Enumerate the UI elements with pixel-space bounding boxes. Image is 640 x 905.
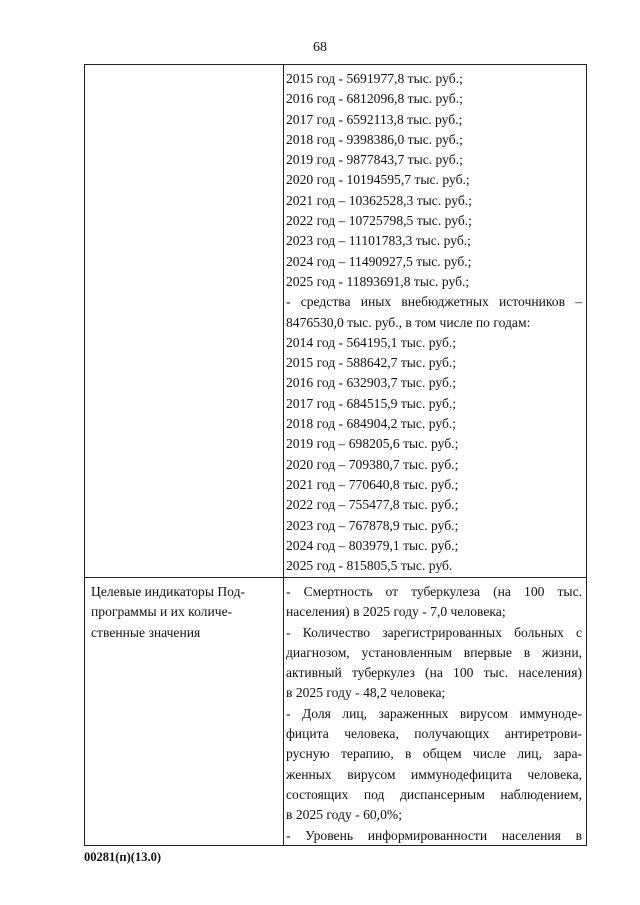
funding-cell [286,69,582,576]
funding-line: 2017 год - 6592113,8 тыс. руб.; [286,111,463,127]
row-divider [85,577,586,578]
extra-funding-line: 2022 год – 755477,8 тыс. руб.; [286,497,459,513]
extra-funding-line: 2019 год – 698205,6 тыс. руб.; [286,436,459,452]
indicators-heading-line: ственные значения [91,624,201,640]
program-table [84,64,587,846]
indicator-line: женных вирусом иммунодефицита человека, [286,766,582,782]
extra-funding-line: 2018 год - 684904,2 тыс. руб.; [286,416,457,432]
document-code: 00281(п)(13.0) [84,850,161,864]
funding-line: 2023 год – 11101783,3 тыс. руб.; [286,233,471,249]
indicator-line: - Смертность от туберкулеза (на 100 тыс. [286,584,582,599]
funding-line: 2016 год - 6812096,8 тыс. руб.; [286,91,463,107]
indicators-cell [286,582,582,846]
indicator-line: - Доля лиц, зараженных вирусом иммуноде- [286,705,582,721]
extra-funding-line: 2017 год - 684515,9 тыс. руб.; [286,395,457,411]
extra-budget-line: 8476530,0 тыс. руб., в том числе по годам: [286,314,531,330]
indicator-line: в 2025 году - 60,0%; [286,807,402,823]
funding-line: 2021 год – 10362528,3 тыс. руб.; [286,192,472,208]
indicator-line: населения) в 2025 году - 7,0 человека; [286,604,506,620]
indicator-line: - Количество зарегистрированных больных с [286,624,582,640]
extra-funding-line: 2023 год – 767878,9 тыс. руб.; [286,517,459,533]
indicator-line: фицита человека, получающих антиретрови- [286,726,582,742]
funding-line: 2020 год - 10194595,7 тыс. руб.; [286,172,470,188]
funding-line: 2019 год - 9877843,7 тыс. руб.; [286,152,463,168]
indicators-heading-cell [91,582,279,643]
indicator-line: диагнозом, установленным впервые в жизни, [286,644,582,660]
indicator-line: - Уровень информированности населения в [286,827,582,843]
indicators-heading-line: программы и их количе- [91,604,233,620]
funding-line: 2018 год - 9398386,0 тыс. руб.; [286,131,463,147]
funding-line: 2024 год – 11490927,5 тыс. руб.; [286,253,472,269]
extra-funding-line: 2016 год - 632903,7 тыс. руб.; [286,375,457,391]
extra-funding-line: 2021 год – 770640,8 тыс. руб.; [286,476,459,492]
indicator-line: активный туберкулез (на 100 тыс. населения) [286,665,582,681]
extra-funding-line: 2020 год – 709380,7 тыс. руб.; [286,456,459,472]
extra-budget-line: - средства иных внебюджетных источников – [286,294,582,310]
extra-funding-line: 2024 год – 803979,1 тыс. руб.; [286,537,459,553]
funding-line: 2015 год - 5691977,8 тыс. руб.; [286,71,463,86]
funding-line: 2025 год - 11893691,8 тыс. руб.; [286,273,470,289]
extra-funding-line: 2025 год - 815805,5 тыс. руб. [286,558,453,574]
indicator-line: русную терапию, в общем числе лиц, зара- [286,746,582,762]
column-divider [283,65,284,845]
extra-funding-line: 2015 год - 588642,7 тыс. руб.; [286,355,457,371]
indicator-line: в 2025 году - 48,2 человека; [286,685,446,701]
extra-funding-line: 2014 год - 564195,1 тыс. руб.; [286,334,457,350]
funding-line: 2022 год – 10725798,5 тыс. руб.; [286,213,472,229]
indicator-line: состоящих под диспансерным наблюдением, [286,786,582,802]
indicators-heading-line: Целевые индикаторы Под- [91,584,246,599]
page-number: 68 [313,40,327,55]
